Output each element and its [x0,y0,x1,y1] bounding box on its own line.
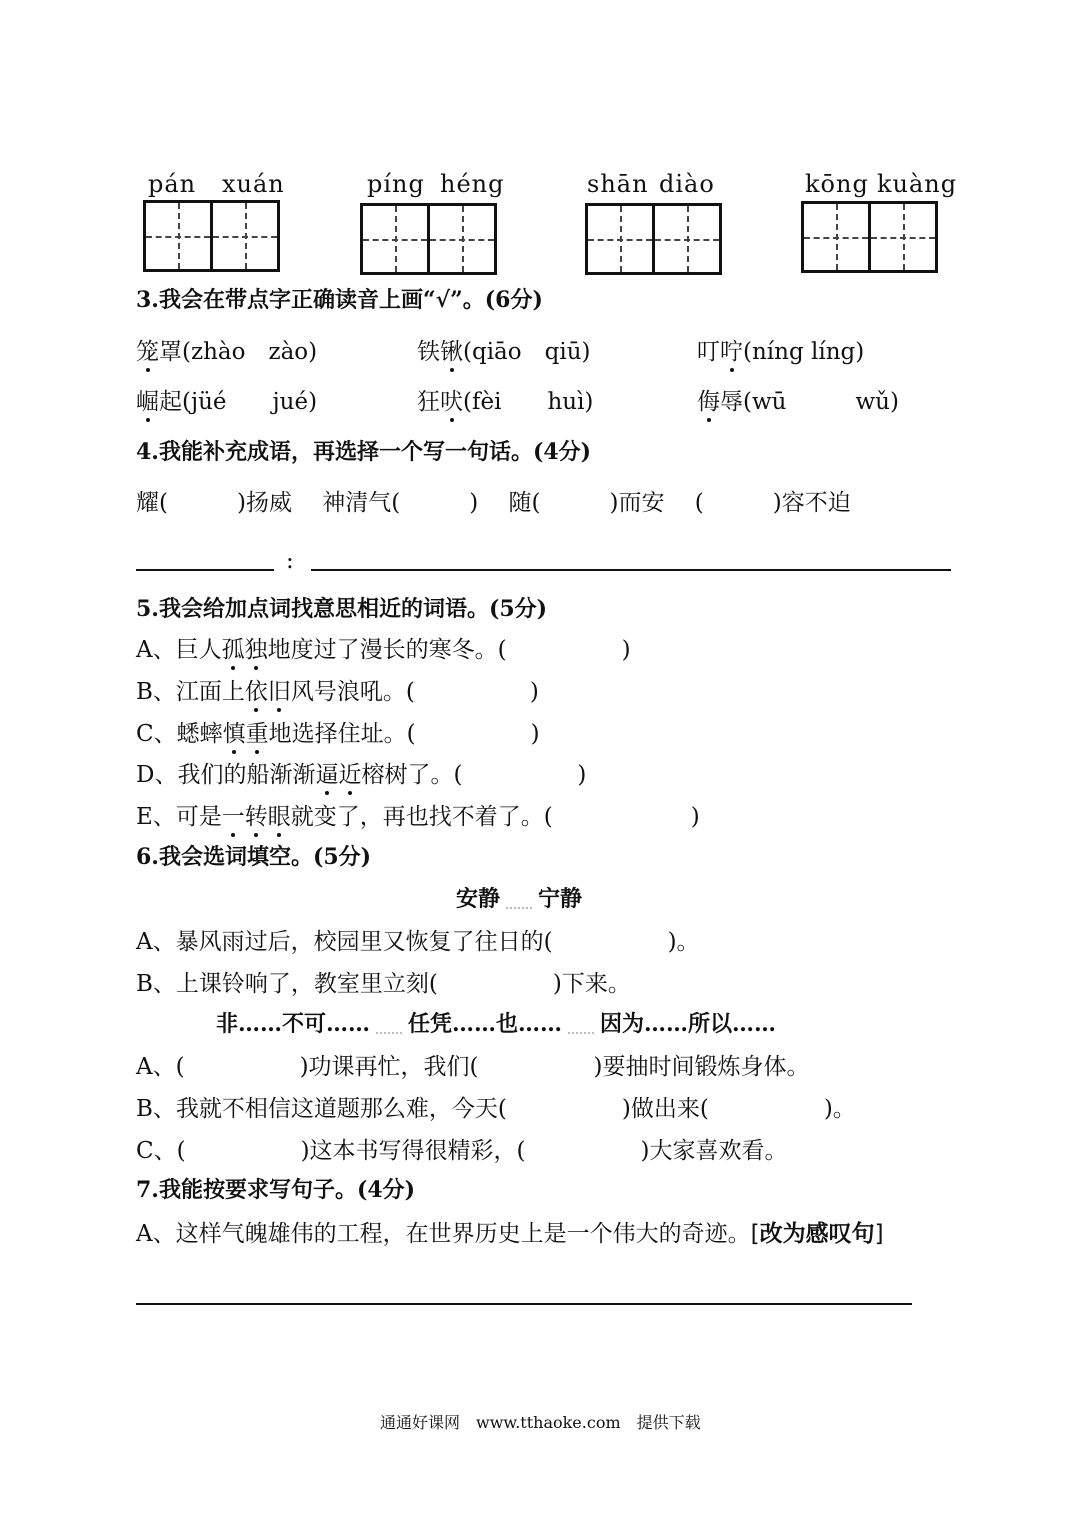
idiom-fill-line[interactable]: 耀( )扬威 神清气( ) 随( )而安 ( )容不迫 [136,490,851,516]
q7-line-a [136,1215,884,1248]
question-3-heading: 3.我会在带点字正确读音上画“√”。(6分) [136,287,543,313]
dotted-char: 旧 [268,673,291,706]
dotted-char: 眼 [268,798,291,831]
question-7-heading: 7.我能按要求写句子。(4分) [136,1177,416,1203]
pinyin-options[interactable]: (qiāo qiū) [463,339,591,365]
q7-requirement: 改为感叹句 [759,1221,875,1247]
dotted-char: 依 [245,673,268,706]
choice-fei-buke: 非……不可…… [216,1011,371,1037]
pinyin-label: xuán [222,170,285,198]
sentence-answer-line[interactable] [311,569,951,571]
word-char: 叮 [697,339,720,365]
dotted-char: 吠 [440,383,463,416]
dotted-char: 咛 [720,333,743,366]
footer-text: 通通好课网 www.tthaoke.com 提供下载 [380,1413,701,1432]
dotted-char: 逼 [315,756,338,789]
q3-item [136,383,317,416]
q6-line-c[interactable]: A、( )功课再忙，我们( )要抽时间锻炼身体。 [136,1054,810,1080]
dotted-char: 独 [245,631,268,664]
writing-grid[interactable] [360,203,497,275]
dotted-char: 锹 [440,333,463,366]
choice-yinwei-suoyi: 因为……所以…… [600,1011,777,1037]
q3-item [417,333,590,366]
pinyin-options[interactable]: (zhào zào) [182,339,318,365]
pinyin-label: kōng [805,170,869,198]
word-char: 狂 [417,389,440,415]
q6-line-d[interactable]: B、我就不相信这道题那么难，今天( )做出来( )。 [136,1096,856,1122]
writing-grid[interactable] [801,201,938,273]
question-6-heading: 6.我会选词填空。(5分) [136,844,372,870]
word-char: 笼 [136,333,159,366]
pinyin-label: pán [148,170,197,198]
pinyin-label: píng [367,170,425,198]
bracket-close: ] [874,1221,884,1247]
pinyin-label: diào [659,170,715,198]
question-5-heading: 5.我会给加点词找意思相近的词语。(5分) [136,596,548,622]
pinyin-options[interactable]: (jüé jué) [182,389,318,415]
word-char: 起 [159,389,182,415]
writing-grid[interactable] [143,200,280,272]
choice-ningjing: 宁静 [538,886,583,912]
q5-item-c[interactable]: C、蟋蟀慎重地选择住址。( ) [136,715,540,748]
word-char: 铁 [417,339,440,365]
pinyin-label: shān [587,170,649,198]
dotted-char: 一 [222,798,245,831]
q3-item [136,333,317,366]
writing-grid[interactable] [585,203,722,275]
q5-item-e[interactable]: E、可是一转眼就变了，再也找不着了。( ) [136,798,700,831]
question-4-heading: 4.我能补充成语，再选择一个写一句话。(4分) [136,439,592,465]
q3-item [417,383,593,416]
bracket-open: [ [750,1221,760,1247]
q5-item-a[interactable]: A、巨人孤独地度过了漫长的寒冬。( ) [136,631,631,664]
pinyin-options[interactable]: (fèi huì) [463,389,594,415]
q5-item-d[interactable]: D、我们的船渐渐逼近榕树了。( ) [136,756,586,789]
choice-anjing: 安静 [456,886,501,912]
q6-line-b[interactable]: B、上课铃响了，教室里立刻( )下来。 [136,971,631,997]
q3-item [697,383,899,416]
word-char: 辱 [720,389,743,415]
pinyin-options[interactable]: (níng líng) [743,339,865,365]
idiom-answer-line[interactable] [136,569,274,571]
word-choices [456,882,582,913]
q5-item-b[interactable]: B、江面上依旧风号浪吼。( ) [136,673,539,706]
conjunction-choices [216,1007,776,1038]
q6-line-a[interactable]: A、暴风雨过后，校园里又恢复了往日的( )。 [136,929,700,955]
dotted-char: 侮 [697,383,720,416]
pinyin-options[interactable]: (wū wǔ) [743,389,899,415]
pinyin-label: kuàng [877,170,958,198]
q7-sentence: A、这样气魄雄伟的工程，在世界历史上是一个伟大的奇迹。 [136,1221,751,1247]
q6-line-e[interactable]: C、( )这本书写得很精彩，( )大家喜欢看。 [136,1138,788,1164]
dotted-char: 孤 [222,631,245,664]
colon: : [286,548,294,574]
dotted-char: 转 [245,798,268,831]
dotted-char: 崛 [136,383,159,416]
dotted-char: 近 [338,756,361,789]
pinyin-label: héng [440,170,505,198]
dotted-char: 罩 [159,339,182,365]
q3-item [697,333,864,366]
choice-renping-ye: 任凭……也…… [408,1011,563,1037]
q7-answer-line[interactable] [136,1303,912,1305]
dotted-char: 重 [246,715,269,748]
dotted-char: 慎 [223,715,246,748]
